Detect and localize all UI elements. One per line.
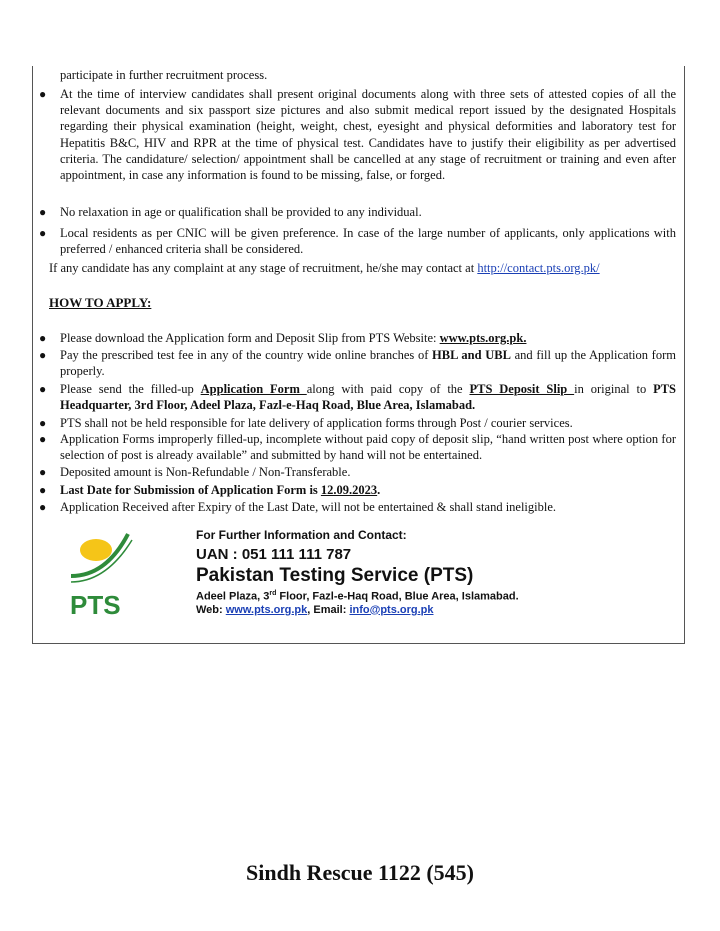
- contact-org-name: Pakistan Testing Service (PTS): [196, 565, 474, 586]
- list-item: [33, 204, 676, 220]
- bullet-icon: ●: [39, 348, 47, 362]
- logo-text: PTS: [70, 590, 121, 620]
- last-date-label: Last Date for Submission of Application Form is: [60, 483, 321, 497]
- pts-logo-icon: [66, 532, 166, 622]
- contact-intro: For Further Information and Contact:: [196, 528, 407, 542]
- contact-web-email: [196, 604, 519, 616]
- list-item: [33, 415, 676, 431]
- list-item: [33, 347, 676, 379]
- bullet-icon: ●: [39, 382, 47, 396]
- list-item: [33, 464, 676, 480]
- bullet-text: Application Forms improperly filled-up, incomplete without paid copy of deposit slip, “hand written post where option for selection of post is already available” and submitted by hand will not be entertained.: [60, 432, 676, 463]
- complaint-line: [49, 260, 600, 276]
- deposit-slip-text: PTS Deposit Slip: [469, 382, 575, 396]
- bullet-text: Please download the Application form and Deposit Slip from PTS Website:: [60, 331, 440, 345]
- bullet-icon: ●: [39, 432, 47, 446]
- contact-block: [196, 528, 519, 616]
- bullet-text: Local residents as per CNIC will be given preference. In case of the large number of applicants, only applications with preferred / enhanced criteria shall be considered.: [60, 226, 676, 257]
- address-part: Floor, Fazl-e-Haq Road, Blue Area, Islamabad.: [276, 590, 519, 603]
- bullet-icon: ●: [39, 500, 47, 514]
- address-part: Adeel Plaza, 3: [196, 590, 270, 603]
- how-to-apply-heading: HOW TO APPLY:: [49, 295, 152, 310]
- contact-address: [196, 590, 519, 603]
- website-link[interactable]: www.pts.org.pk.: [439, 331, 527, 345]
- list-item: [33, 86, 676, 183]
- list-item: [33, 499, 676, 515]
- web-link[interactable]: www.pts.org.pk: [225, 603, 308, 616]
- pts-logo: [66, 532, 166, 622]
- application-form-text: Application Form: [200, 382, 307, 396]
- bullet-icon: ●: [39, 226, 47, 240]
- web-label: Web:: [196, 603, 226, 616]
- bullet-text: No relaxation in age or qualification shall be provided to any individual.: [60, 205, 422, 219]
- bullet-icon: ●: [39, 416, 47, 430]
- bullet-text: along with paid copy of the: [306, 382, 470, 396]
- list-item: [33, 431, 676, 463]
- bullet-icon: ●: [39, 483, 47, 497]
- contact-uan: UAN : 051 111 111 787: [196, 546, 352, 563]
- bullet-text: Please send the filled-up: [60, 382, 201, 396]
- last-date-value: 12.09.2023: [320, 483, 378, 497]
- list-item: [33, 330, 676, 346]
- complaint-text: If any candidate has any complaint at any stage of recruitment, he/she may contact at: [49, 261, 478, 275]
- logo-sun: [80, 539, 112, 561]
- banks-text: HBL and UBL: [432, 348, 511, 362]
- bullet-icon: ●: [39, 87, 47, 101]
- document-panel: [32, 66, 685, 644]
- bullet-text: in original to: [574, 382, 654, 396]
- bullet-text: Deposited amount is Non-Refundable / Non-Transferable.: [60, 465, 351, 479]
- email-link[interactable]: info@pts.org.pk: [349, 603, 434, 616]
- bullet-text: Pay the prescribed test fee in any of the country wide online branches of: [60, 348, 433, 362]
- last-date-end: .: [377, 483, 381, 497]
- bullet-text: Application Received after Expiry of the Last Date, will not be entertained & shall stand ineligible.: [60, 500, 557, 514]
- bullet-icon: ●: [39, 465, 47, 479]
- bullet-icon: ●: [39, 205, 47, 219]
- bullet-icon: ●: [39, 331, 47, 345]
- complaint-link[interactable]: http://contact.pts.org.pk/: [477, 261, 600, 275]
- top-line: participate in further recruitment process.: [60, 68, 268, 82]
- bullet-text: At the time of interview candidates shall present original documents along with three sets of attested copies of all the relevant documents and six passport size pictures and also submit medical report issued by the designated Hospitals regarding their physical examination (height, weight, chest, eyesight and physical deformities and laboratory test for Hepatitis B&C, HIV and RPR at the time of physical test. Candidates have to justify their eligibility as per advertised criteria. The candidature/ selection/ appointment shall be cancelled at any stage of recruitment or training and even after appointment, in case any information is found to be missing, false, or forged.: [60, 87, 676, 183]
- pts-address: PTS Headquarter, 3rd Floor, Adeel Plaza, Fazl-e-Haq Road, Blue Area, Islamabad.: [60, 382, 677, 413]
- list-item: [33, 225, 676, 257]
- footer-title: Sindh Rescue 1122 (545): [246, 860, 474, 885]
- bullet-text: PTS shall not be held responsible for late delivery of application forms through Post / courier services.: [60, 416, 573, 430]
- email-label: , Email:: [307, 603, 350, 616]
- list-item: [33, 482, 676, 498]
- list-item: [33, 381, 676, 413]
- bullet-text: and fill up the Application form properly.: [60, 348, 676, 379]
- address-sup: rd: [269, 590, 277, 597]
